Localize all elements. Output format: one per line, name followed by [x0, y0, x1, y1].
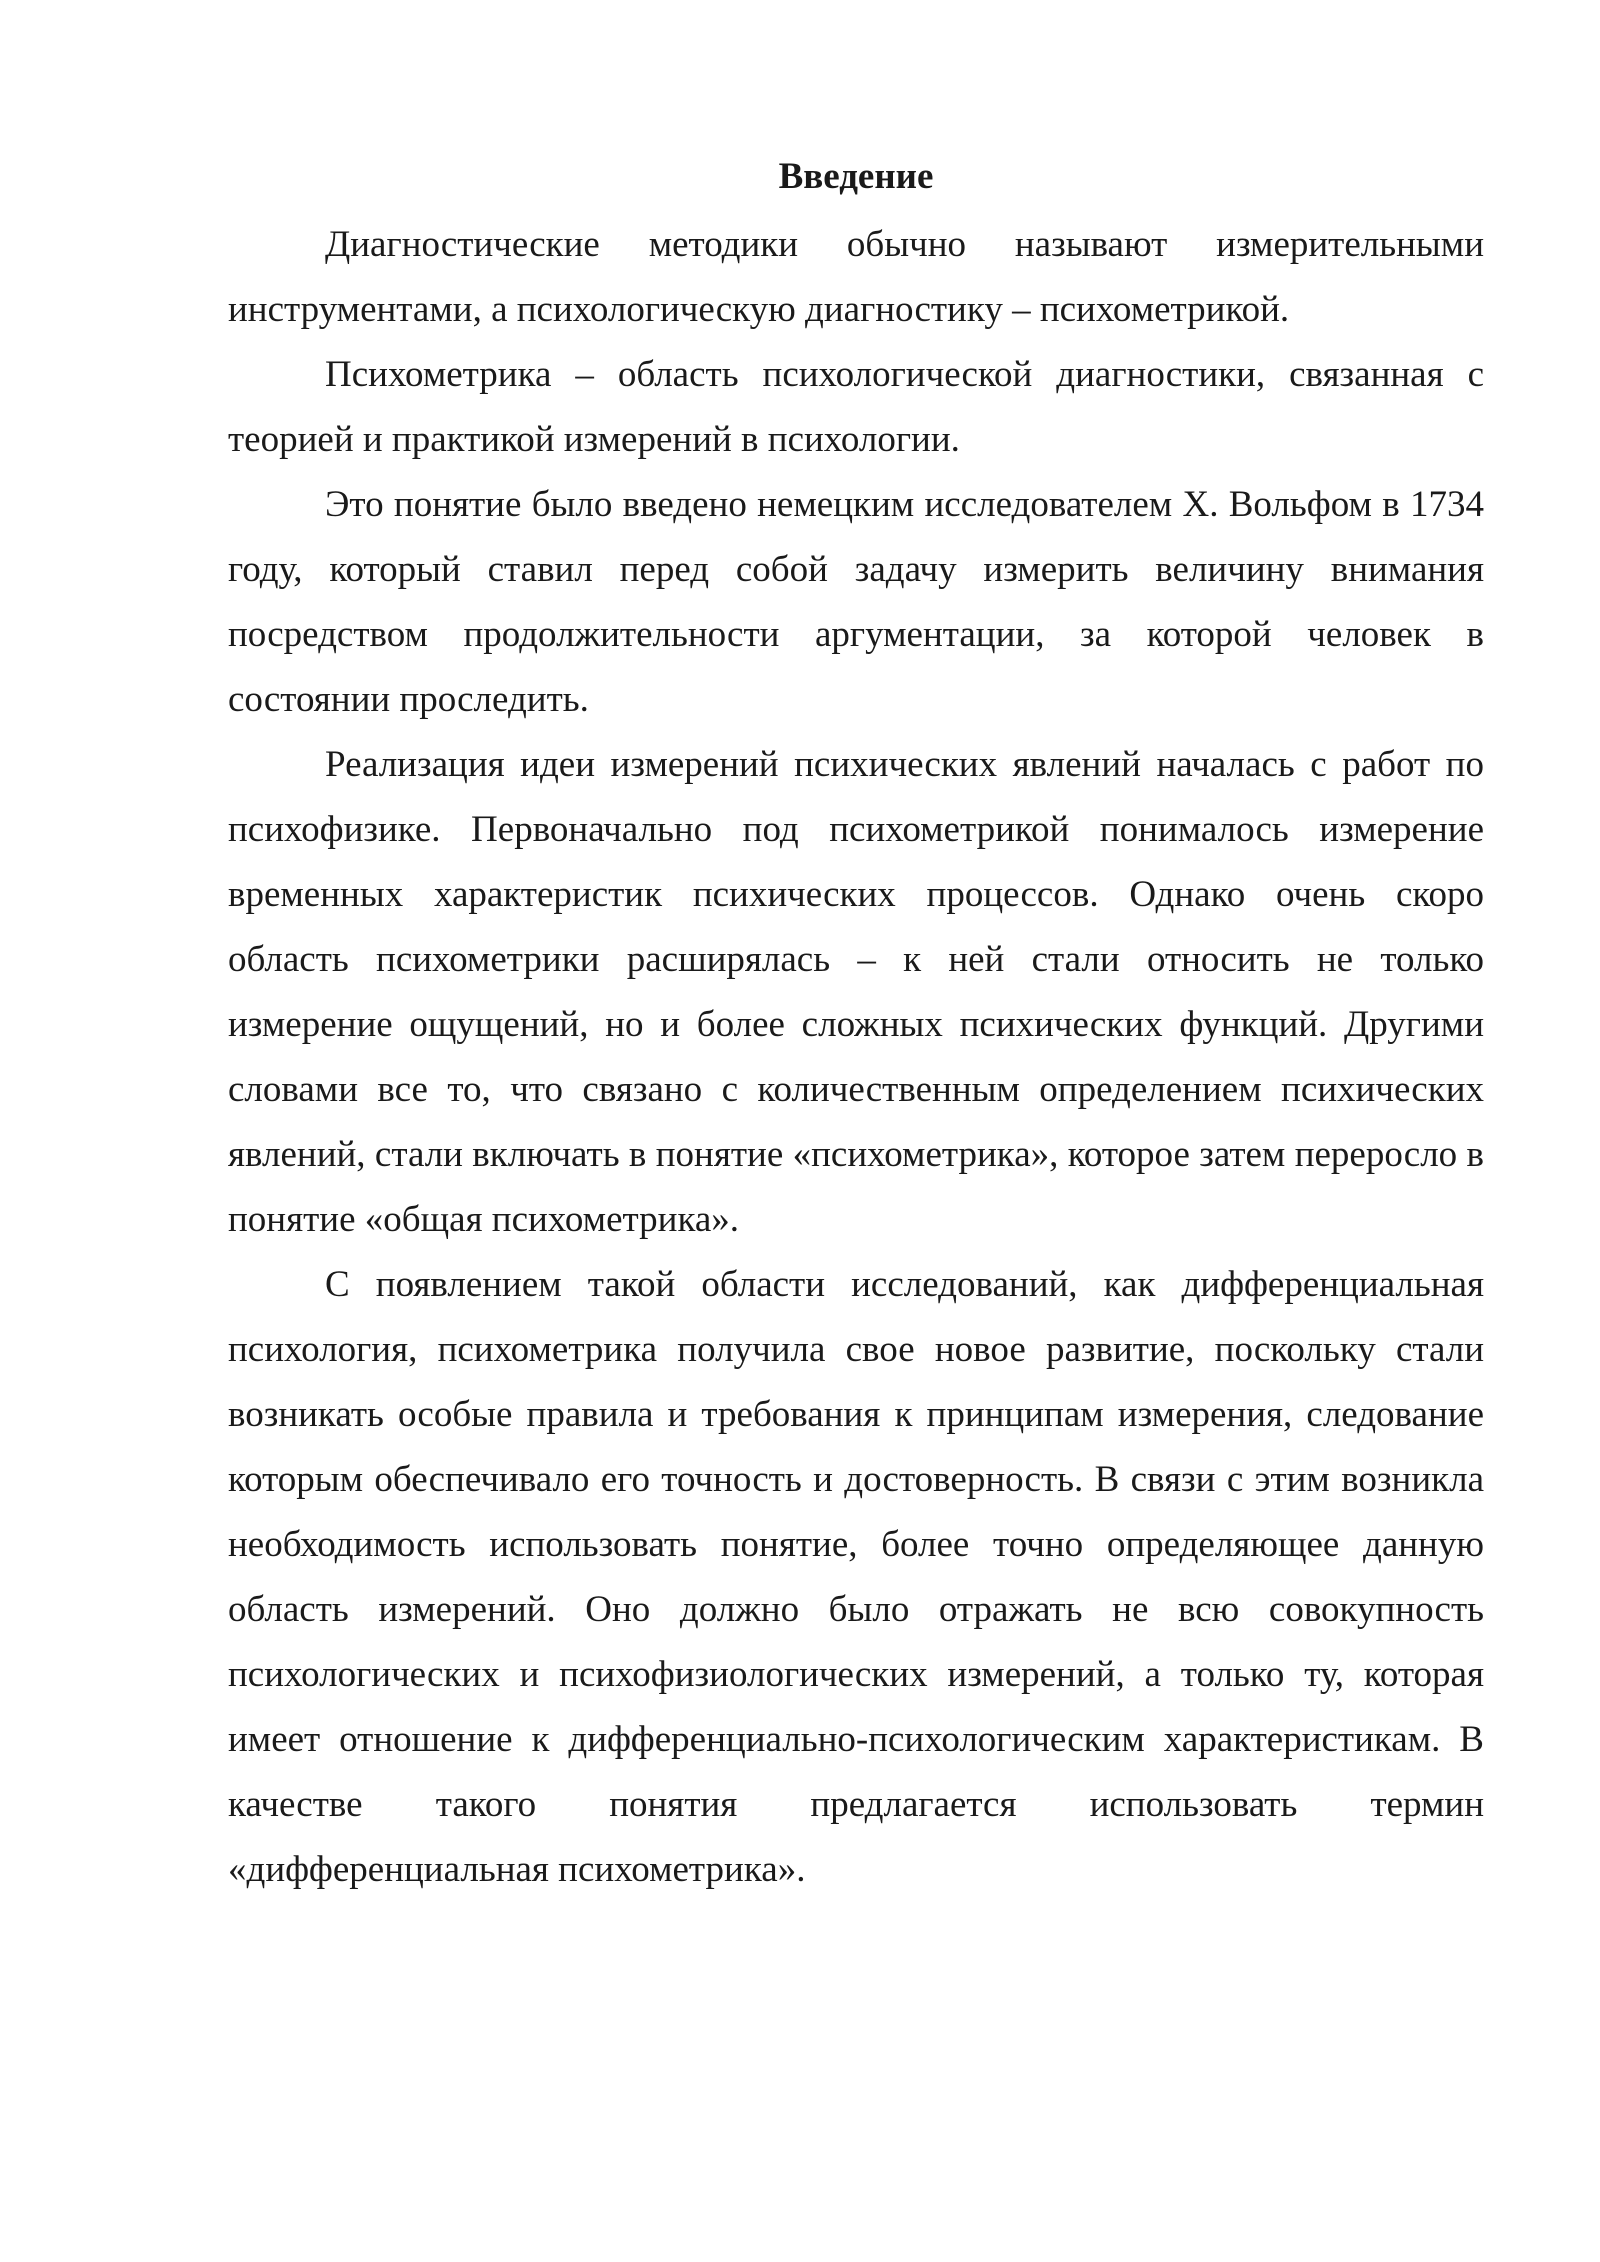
paragraph-4: Реализация идеи измерений психических явлений началась с работ по психофизике. Первоначально под психометрикой понималось измерение временных характеристик психических процессов. Однако очень скоро область психометрики расширялась – к ней стали относить не только измерение ощущений, но и более сложных психических функций. Другими словами все то, что связано с количественным определением психических явлений, стали включать в понятие «психометрика», которое затем переросло в понятие «общая психометрика».	[228, 744, 1484, 1240]
paragraph-1: Диагностические методики обычно называют измерительными инструментами, а психологическую диагностику – психометрикой.	[228, 224, 1484, 330]
document-page	[228, 148, 1484, 1902]
paragraph-5: С появлением такой области исследований, как дифференциальная психология, психометрика получила свое новое развитие, поскольку стали возникать особые правила и требования к принципам измерения, следование которым обеспечивало его точность и достоверность. В связи с этим возникла необходимость использовать понятие, более точно определяющее данную область измерений. Оно должно было отражать не всю совокупность психологических и психофизиологических измерений, а только ту, которая имеет отношение к дифференциально-психологическим характеристикам. В качестве такого понятия предлагается использовать термин «дифференциальная психометрика».	[228, 1264, 1484, 1890]
paragraph-2: Психометрика – область психологической диагностики, связанная с теорией и практикой измерений в психологии.	[228, 354, 1484, 460]
document-title: Введение	[778, 156, 934, 197]
paragraph-3: Это понятие было введено немецким исследователем Х. Вольфом в 1734 году, который ставил перед собой задачу измерить величину внимания посредством продолжительности аргументации, за которой человек в состоянии проследить.	[228, 484, 1484, 720]
